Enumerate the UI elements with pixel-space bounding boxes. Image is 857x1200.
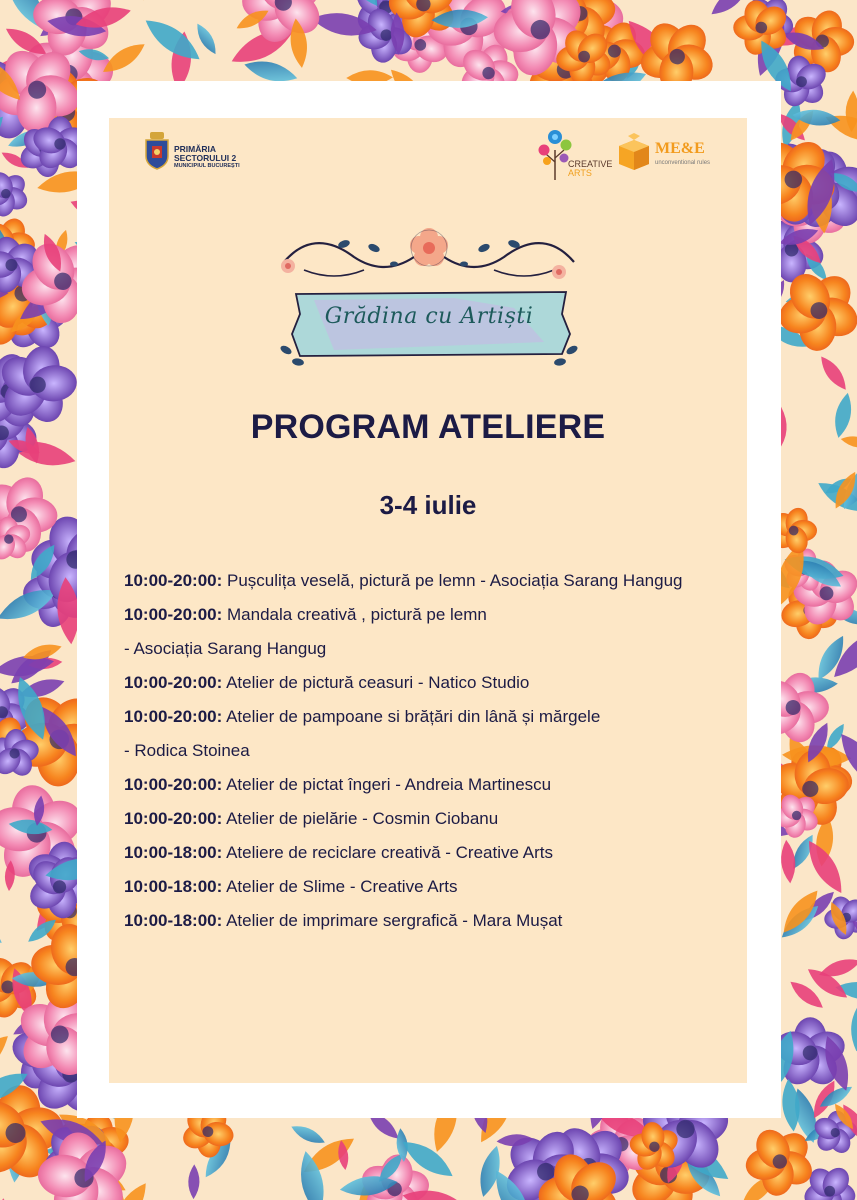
creative-arts-text — [568, 160, 612, 178]
schedule-time: 10:00-20:00: — [124, 571, 223, 590]
event-date: 3-4 iulie — [379, 490, 477, 520]
schedule-time: 10:00-18:00: — [124, 843, 223, 862]
schedule-item — [124, 870, 744, 904]
mee-tagline: unconventional rules — [655, 160, 711, 166]
schedule-text: - Asociația Sarang Hangug — [124, 639, 327, 658]
schedule-time: 10:00-20:00: — [124, 605, 223, 624]
schedule-text: Atelier de Slime - Creative Arts — [222, 877, 458, 896]
primaria-line3: MUNICIPIUL BUCUREȘTI — [174, 163, 240, 169]
schedule-text: Mandala creativă , pictură pe lemn — [222, 605, 487, 624]
schedule-text: Atelier de pielărie - Cosmin Ciobanu — [222, 809, 499, 828]
schedule-text: Pușculița veselă, pictură pe lemn - Asociația Sarang Hangug — [222, 571, 683, 590]
box-icon — [616, 132, 652, 172]
schedule-item — [124, 734, 744, 768]
schedule-text: Atelier de pampoane si brățări din lână și mărgele — [222, 707, 601, 726]
primaria-line2: SECTORULUI 2 — [174, 153, 237, 163]
schedule-time: 10:00-20:00: — [124, 707, 223, 726]
schedule-item — [124, 836, 744, 870]
banner-title: Grădina cu Artiști — [324, 304, 534, 329]
garden-banner — [274, 222, 584, 372]
lollipop-tree-icon — [538, 128, 572, 182]
creative-line2: ARTS — [568, 168, 592, 178]
schedule-time: 10:00-20:00: — [124, 809, 223, 828]
schedule-time: 10:00-20:00: — [124, 673, 223, 692]
schedule-item — [124, 632, 744, 666]
schedule-text: Ateliere de reciclare creativă - Creative Arts — [222, 843, 553, 862]
primaria-line1: PRIMĂRIA — [174, 144, 217, 154]
schedule-text: Atelier de pictat îngeri - Andreia Martinescu — [222, 775, 552, 794]
schedule-item — [124, 564, 744, 598]
schedule-list — [124, 564, 744, 938]
schedule-item — [124, 700, 744, 734]
coat-of-arms-icon — [144, 132, 170, 170]
primaria-logo — [144, 130, 254, 180]
creative-line1: CREATIVE — [568, 159, 613, 169]
creative-arts-logo — [538, 128, 612, 182]
schedule-time: 10:00-18:00: — [124, 877, 223, 896]
schedule-text: Atelier de imprimare sergrafică - Mara Mușat — [222, 911, 563, 930]
primaria-text — [174, 145, 240, 170]
schedule-item — [124, 802, 744, 836]
schedule-text: - Rodica Stoinea — [124, 741, 250, 760]
floral-banner-ornament — [274, 222, 584, 372]
mee-name: ME&E — [655, 140, 705, 157]
schedule-item — [124, 598, 744, 632]
mee-logo — [616, 132, 726, 176]
schedule-item — [124, 666, 744, 700]
schedule-time: 10:00-18:00: — [124, 911, 223, 930]
page-title: PROGRAM ATELIERE — [250, 408, 606, 446]
schedule-time: 10:00-20:00: — [124, 775, 223, 794]
schedule-item — [124, 904, 744, 938]
schedule-text: Atelier de pictură ceasuri - Natico Studio — [222, 673, 530, 692]
schedule-item — [124, 768, 744, 802]
